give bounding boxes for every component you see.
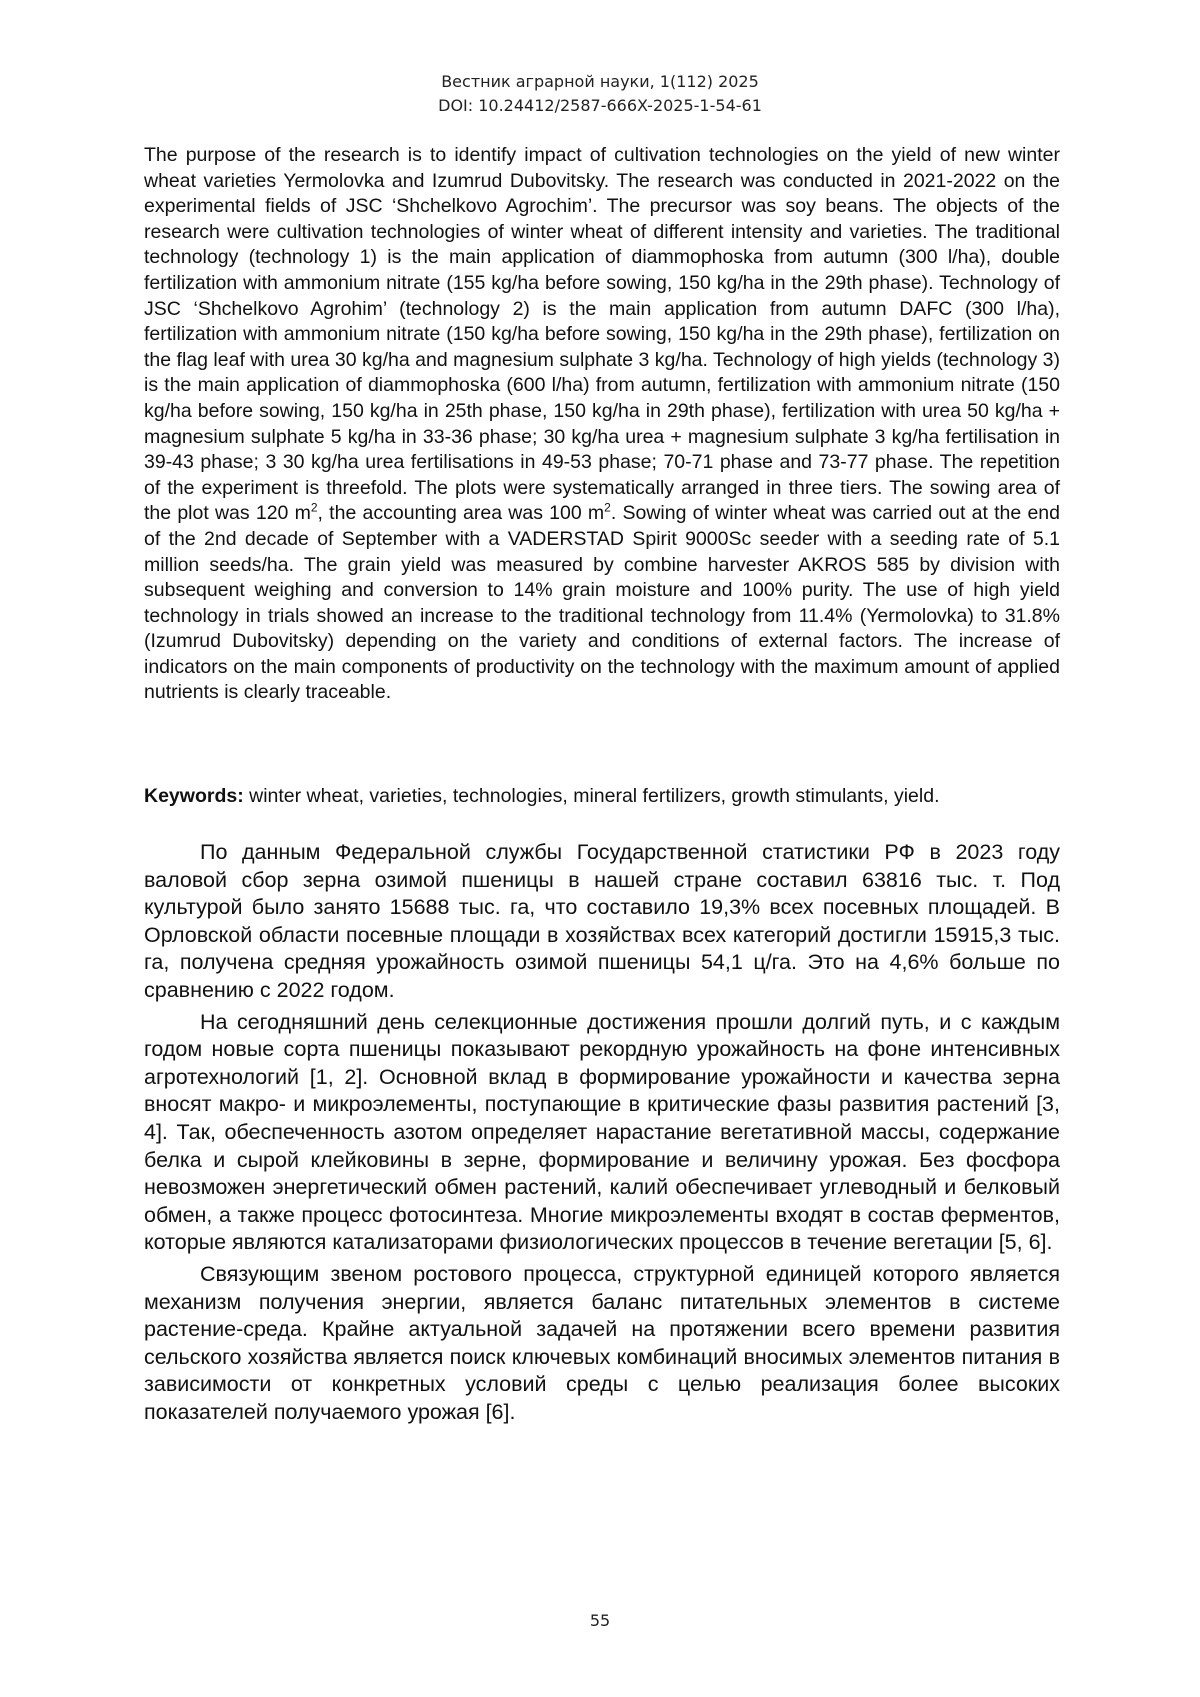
- keywords-label: Keywords:: [144, 785, 244, 807]
- keywords: [144, 784, 1060, 810]
- page-number: 55: [589, 1611, 611, 1630]
- doi: DOI: 10.24412/2587-666X-2025-1-54-61: [438, 96, 762, 115]
- abstract-text-3: . Sowing of winter wheat was carried out at the end of the 2nd decade of September with a VADERSTAD Spirit 9000Sc seeder with a seeding rate of 5.1 million seeds/ha. The grain yield was measured by combine harvester AKROS 585 by division with subsequent weighing and conversion to 14% grain moisture and 100% purity. The use of high yield technology in trials showed an increase to the traditional technology from 11.4% (Yermolovka) to 31.8% (Izumrud Dubovitsky) depending on the variety and conditions of external factors. The increase of indicators on the main components of productivity on the technology with the maximum amount of applied nutrients is clearly traceable.: [144, 502, 1060, 704]
- body-paragraph: По данным Федеральной службы Государственной статистики РФ в 2023 году валовой сбор зерна озимой пшеницы в нашей стране составил 63816 тыс. т. Под культурой было занято 15688 тыс. га, что составило 19,3% всех посевных площадей. В Орловской области посевные площади в хозяйствах всех категорий достигли 15915,3 тыс. га, получена средняя урожайность озимой пшеницы 54,1 ц/га. Это на 4,6% больше по сравнению с 2022 годом.: [144, 840, 1060, 1002]
- body-paragraph: Связующим звеном ростового процесса, структурной единицей которого является механизм получения энергии, является баланс питательных элементов в системе растение-среда. Крайне актуальной задачей на протяжении всего времени развития сельского хозяйства является поиск ключевых комбинаций вносимых элементов питания в зависимости от конкретных условий среды с целью реализация более высоких показателей получаемого урожая [6].: [144, 1261, 1060, 1424]
- running-header: [0, 70, 1200, 118]
- abstract-text-2: , the accounting area was 100 m: [317, 502, 605, 525]
- superscript-2-a: 2: [310, 500, 318, 515]
- keywords-text: winter wheat, varieties, technologies, mineral fertilizers, growth stimulants, yield.: [243, 785, 940, 807]
- body-paragraph: На сегодняшний день селекционные достижения прошли долгий путь, и с каждым годом новые сорта пшеницы показывают рекордную урожайность на фоне интенсивных агротехнологий [1, 2]. Основной вклад в формирование урожайности и качества зерна вносят макро- и микроэлементы, поступающие в критические фазы развития растений [3, 4]. Так, обеспеченность азотом определяет нарастание вегетативной массы, содержание белка и сырой клейковины в зерне, формирование и величину урожая. Без фосфора невозможен энергетический обмен растений, калий обеспечивает углеводный и белковый обмен, а также процесс фотосинтеза. Многие микроэлементы входят в состав ферментов, которые являются катализаторами физиологических процессов в течение вегетации [5, 6].: [144, 1009, 1060, 1255]
- abstract: [144, 143, 1060, 706]
- journal-title: Вестник аграрной науки, 1(112) 2025: [441, 72, 759, 91]
- abstract-text-1: The purpose of the research is to identify impact of cultivation technologies on the yield of new winter wheat varieties Yermolovka and Izumrud Dubovitsky. The research was conducted in 2021-2022 on the experimental fields of JSC ‘Shchelkovo Agrochim’. The precursor was soy beans. The objects of the research were cultivation technologies of winter wheat of different intensity and varieties. The traditional technology (technology 1) is the main application of diammophoska from autumn (300 l/ha), double fertilization with ammonium nitrate (155 kg/ha before sowing, 150 kg/ha in the 29th phase). Technology of JSC ‘Shchelkovo Agrohim’ (technology 2) is the main application from autumn DAFC (300 l/ha), fertilization with ammonium nitrate (150 kg/ha before sowing, 150 kg/ha in the 29th phase), fertilization on the flag leaf with urea 30 kg/ha and magnesium sulphate 3 kg/ha. Technology of high yields (technology 3) is the main application of diammophoska (600 l/ha) from autumn, fertilization with ammonium nitrate (150 kg/ha before sowing, 150 kg/ha in 25th phase, 150 kg/ha in 29th phase), fertilization with urea 50 kg/ha + magnesium sulphate 5 kg/ha in 33-36 phase; 30 kg/ha urea + magnesium sulphate 3 kg/ha fertilisation in 39-43 phase; 3 30 kg/ha urea fertilisations in 49-53 phase; 70-71 phase and 73-77 phase. The repetition of the experiment is threefold. The plots were systematically arranged in three tiers. The sowing area of the plot was 120 m: [144, 144, 1060, 525]
- body-text: [144, 839, 1060, 1430]
- superscript-2-b: 2: [604, 500, 611, 515]
